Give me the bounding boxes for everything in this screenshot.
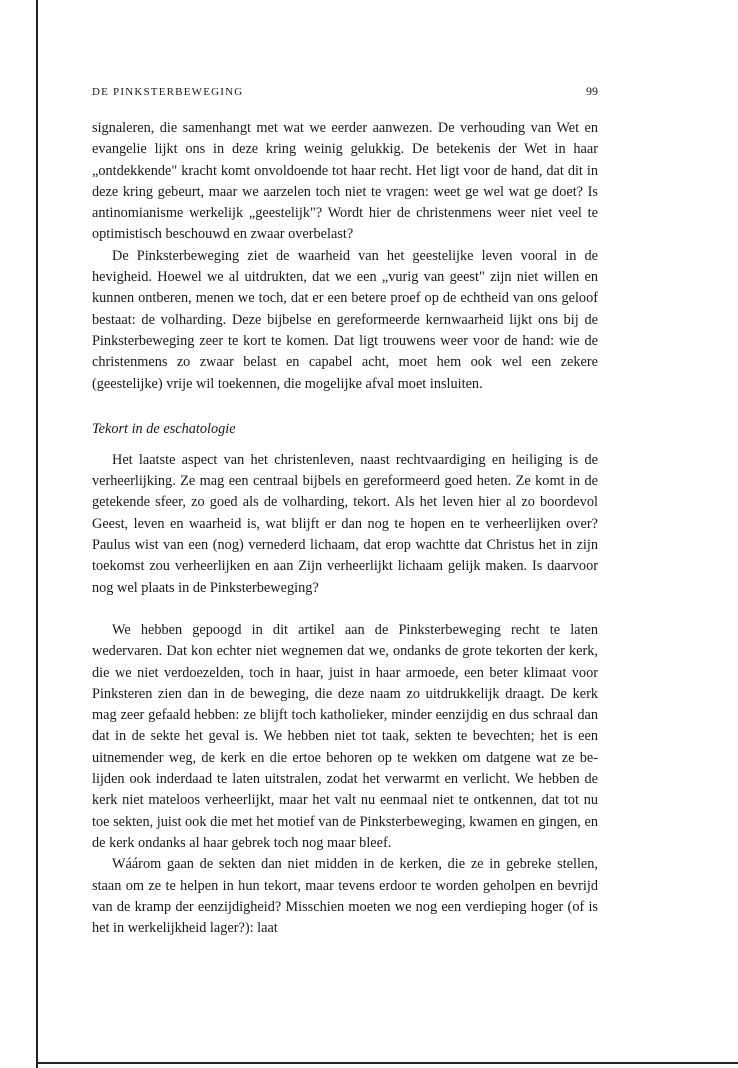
spacer bbox=[92, 599, 598, 620]
running-header bbox=[92, 84, 598, 99]
paragraph-1: signaleren, die samenhangt met wat we eerder aanwezen. De verhouding van Wet en evangelie lijkt ons in deze kring weinig gelukkig. De betekenis der Wet in haar „ontdekkende" kracht komt onvoldoende tot haar recht. Het ligt voor de hand, dat dit in deze kring gebeurt, maar we aarzelen toch niet te vragen: weet ge wel wat ge doet? Is antinomianisme werkelijk „geestelijk"? Wordt hier de christenmens weer niet veel te optimistisch beschouwd en zwaar overbelast? bbox=[92, 120, 598, 243]
bottom-margin-rule bbox=[36, 1062, 738, 1064]
paragraph-5: Wáárom gaan de sekten dan niet midden in de kerken, die ze in gebreke stellen, staan om ze te helpen in hun tekort, maar tevens erdoor te worden geholpen en bevrijd van de kramp der eenzijdigheid? Misschien moeten we nog een verdieping hoger (of is het in werkelijkheid lager?): laat bbox=[92, 856, 598, 937]
paragraph-2: De Pinksterbeweging ziet de waarheid van het geestelijke leven vooral in de hevigheid. Hoewel we al uitdrukten, dat we een „vurig van geest" zijn niet willen en kunnen ontberen, menen we toch, dat er een betere proef op de echtheid van ons geloof bestaat: de volharding. Deze bijbelse en gereformeerde kernwaarheid lijkt ons bij de Pinksterbeweging zeer te kort te komen. Dat ligt trouwens weer voor de hand: wie de christenmens zo zwaar belast en capabel acht, moet hem ook wel een zekere (geestelijke) vrije wil toekennen, die mogelijke afval moet insluiten. bbox=[92, 247, 598, 392]
section-heading: Tekort in de eschatologie bbox=[92, 420, 236, 437]
page-number: 99 bbox=[586, 84, 598, 98]
running-title: DE PINKSTERBEWEGING bbox=[92, 86, 244, 98]
page-content bbox=[92, 84, 598, 939]
spacer bbox=[92, 395, 598, 421]
paragraph-4: We hebben gepoogd in dit artikel aan de Pinksterbeweging recht te laten wedervaren. Dat kon echter niet wegnemen dat we, ondanks de grote tekorten der kerk, die we niet verdoezelden, toch in haar, juist in haar armoede, een beter klimaat voor Pinksteren zien dan in de beweging, die deze naam zo uitdrukkelijk draagt. De kerk mag zeer gefaald hebben: ze blijft toch katholieker, minder eenzijdig en dus schraal dan dat in de sekte het geval is. We hebben niet tot taak, sekten te bevechten; het is een uitnemender weg, de kerk en die ertoe behoren op te wekken om datgene wat ze belijden ook inderdaad te laten uitstralen, zodat het verwarmt en verlicht. We hebben de kerk niet mateloos verheerlijkt, maar het valt nu eenmaal niet te ontkennen, dat tot nu toe sekten, juist ook die met het motief van de Pinksterbeweging, kwamen en gingen, en de kerk ondanks al haar gebrek toch nog maar bleef. bbox=[92, 621, 598, 851]
paragraph-3: Het laatste aspect van het christenleven, naast rechtvaardiging en heiliging is de verheerlijking. Ze mag een centraal bijbels en gereformeerd goed heten. Ze komt in de getekende sfeer, zo goed als de volharding, tekort. Als het leven hier al zo boordevol Geest, leven en waarheid is, wat blijft er dan nog te hopen en te verheerlijken over? Paulus wist van een (nog) vernederd lichaam, dat erop wachtte dat Christus het in zijn toekomst zou verheerlijken en aan Zijn verheerlijkt lichaam gelijk maken. Is daarvoor nog wel plaats in de Pinksterbeweging? bbox=[92, 451, 598, 596]
left-margin-rule bbox=[36, 0, 38, 1068]
